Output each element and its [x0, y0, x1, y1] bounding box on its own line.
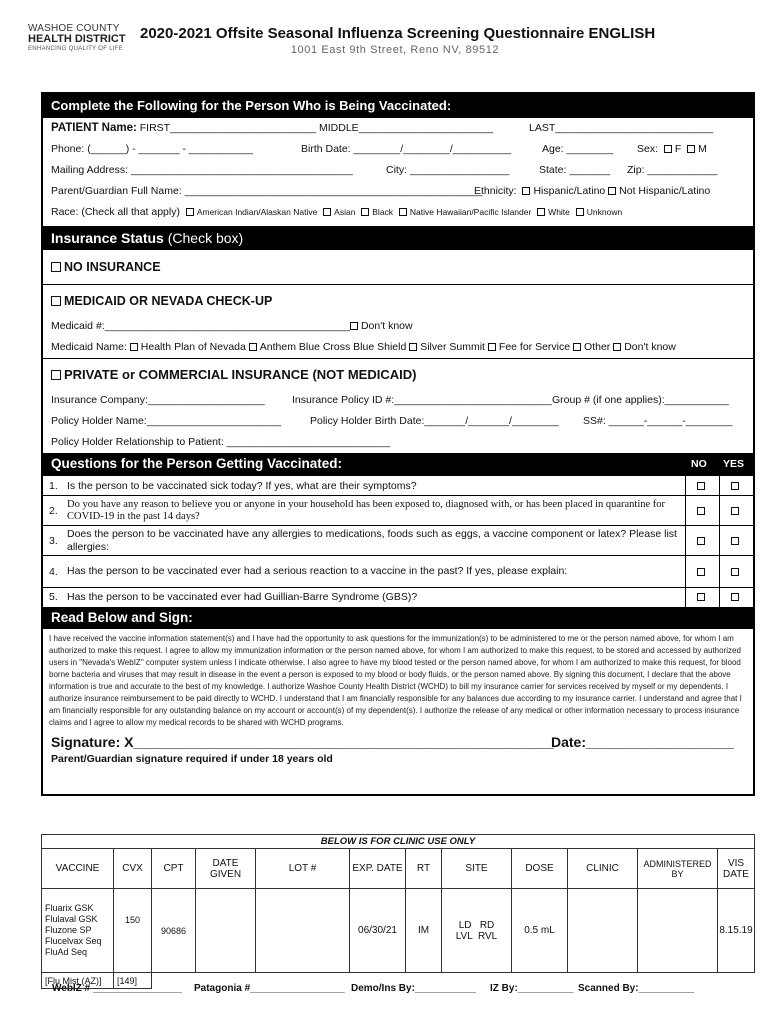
column-header: ADMINISTERED BY [638, 849, 718, 889]
question-no-checkbox[interactable] [697, 568, 705, 576]
question-row [43, 496, 753, 526]
question-no-checkbox[interactable] [697, 507, 705, 515]
column-header: DATE GIVEN [196, 849, 256, 889]
policy-holder-name-field[interactable]: Policy Holder Name:_______________________ [51, 415, 282, 427]
medicaid-plan-checkbox[interactable] [409, 343, 417, 351]
state-field[interactable]: State: _______ [539, 164, 611, 176]
route-cell: IM [406, 889, 442, 973]
exp-date-cell: 06/30/21 [350, 889, 406, 973]
sex-label: Sex: [637, 143, 659, 155]
race-option-label: American Indian/Alaskan Native [196, 207, 318, 217]
race-option [576, 207, 622, 217]
logo-line3: ENHANCING QUALITY OF LIFE [28, 46, 124, 52]
ssn-field[interactable]: SS#: ______-______-________ [583, 415, 733, 427]
medicaid-plan-checkbox[interactable] [488, 343, 496, 351]
question-text: Does the person to be vaccinated have any allergies to medications, foods such as eggs, a vaccine component or latex? Please list allergies: [63, 526, 685, 556]
age-field[interactable]: Age: ________ [542, 143, 614, 155]
private-insurance-label: PRIVATE or COMMERCIAL INSURANCE (NOT MEDICAID) [64, 367, 417, 382]
vaccine-name: Fluarix GSK [45, 903, 94, 913]
race-checkbox[interactable] [537, 208, 545, 216]
question-text: Has the person to be vaccinated ever had a serious reaction to a vaccine in the past? If yes, please explain: [63, 556, 685, 588]
document-address: 1001 East 9th Street, Reno NV, 89512 [290, 44, 500, 56]
demo-ins-field[interactable]: Demo/Ins By:___________ [351, 983, 477, 994]
guardian-row [43, 181, 753, 202]
medicaid-number-row [43, 316, 753, 337]
question-yes-cell [719, 556, 753, 588]
sex-m-checkbox[interactable] [687, 145, 695, 153]
vaccine-name: Flucelvax Seq [45, 936, 102, 946]
patient-name-label: PATIENT Name: [51, 122, 137, 134]
patagonia-field[interactable]: Patagonia #_________________ [194, 983, 345, 994]
question-no-checkbox[interactable] [697, 593, 705, 601]
no-insurance-option [43, 250, 753, 284]
medicaid-name-label: Medicaid Name: [51, 341, 127, 353]
medicaid-plan-label: Anthem Blue Cross Blue Shield [259, 341, 407, 353]
logo-line1: WASHOE COUNTY [28, 23, 120, 34]
vaccine-name: Fluzone SP [45, 925, 92, 935]
zip-field[interactable]: Zip: ____________ [627, 164, 718, 176]
no-insurance-label: NO INSURANCE [64, 260, 161, 274]
logo-line2: HEALTH DISTRICT [28, 33, 126, 45]
insurance-company-field[interactable]: Insurance Company:____________________ [51, 394, 265, 406]
last-name-field[interactable]: LAST___________________________ [529, 122, 713, 134]
race-option-label: Black [372, 207, 394, 217]
medicaid-plan-label: Other [584, 341, 611, 353]
medicaid-name-row [43, 337, 753, 358]
cpt-cell: 90686 [152, 889, 196, 973]
question-row [43, 556, 753, 588]
medicaid-plan-label: Silver Summit [420, 341, 485, 353]
screening-form [41, 92, 755, 796]
race-option-label: Asian [334, 207, 356, 217]
question-no-cell [685, 556, 719, 588]
middle-name-field[interactable]: MIDDLE_______________________ [319, 122, 493, 134]
question-row [43, 526, 753, 556]
medicaid-plan-checkbox[interactable] [249, 343, 257, 351]
race-checkbox[interactable] [576, 208, 584, 216]
vaccine-list-cell [42, 889, 114, 973]
question-no-checkbox[interactable] [697, 537, 705, 545]
medicaid-dont-know-checkbox[interactable] [350, 322, 358, 330]
question-yes-cell [719, 496, 753, 526]
question-yes-cell [719, 476, 753, 496]
column-header: DOSE [512, 849, 568, 889]
clinic-title-row [42, 835, 755, 849]
race-option [186, 207, 317, 217]
question-yes-checkbox[interactable] [731, 507, 739, 515]
question-no-checkbox[interactable] [697, 482, 705, 490]
lot-number-cell[interactable] [256, 889, 350, 973]
flu-mist-cvx: [149] [114, 973, 152, 989]
questions-heading-text: Questions for the Person Getting Vaccinated: [51, 456, 343, 471]
date-given-cell[interactable] [196, 889, 256, 973]
patient-section-heading: Complete the Following for the Person Who is Being Vaccinated: [43, 94, 753, 118]
document-title: 2020-2021 Offsite Seasonal Influenza Screening Questionnaire ENGLISH [140, 25, 656, 42]
vaccine-name: FluAd Seq [45, 947, 88, 957]
race-checkbox[interactable] [323, 208, 331, 216]
question-text: Is the person to be vaccinated sick today? If yes, what are their symptoms? [63, 476, 685, 496]
question-no-cell [685, 496, 719, 526]
race-option [399, 207, 531, 217]
phone-row [43, 139, 753, 160]
site-cell [442, 889, 512, 973]
question-yes-checkbox[interactable] [731, 568, 739, 576]
sex-f-checkbox[interactable] [664, 145, 672, 153]
sex-group [637, 139, 707, 160]
clinic-data-row [42, 889, 755, 973]
medicaid-number-field[interactable]: Medicaid #:__________________________________________ [51, 320, 350, 332]
medicaid-plan-label: Fee for Service [498, 341, 571, 353]
question-number: 5. [43, 588, 63, 607]
question-text: Do you have any reason to believe you or anyone in your household has been exposed to, diagnosed with, or has been placed in quarantine for COVID-19 in the past 14 days? [63, 496, 685, 526]
yes-column-header: YES [723, 458, 745, 470]
no-column-header: NO [691, 458, 707, 470]
question-number: 1. [43, 476, 63, 496]
race-option-label: White [548, 207, 570, 217]
ethnicity-hispanic-label: Hispanic/Latino [533, 185, 606, 197]
medicaid-option [43, 284, 753, 316]
relationship-field[interactable]: Policy Holder Relationship to Patient: ____________________________ [51, 436, 391, 448]
race-checkbox[interactable] [361, 208, 369, 216]
column-header: EXP. DATE [350, 849, 406, 889]
medicaid-plan-checkbox[interactable] [613, 343, 621, 351]
mailing-address-field[interactable]: Mailing Address: ______________________________________ [51, 164, 353, 176]
insurance-heading-text: Insurance Status [51, 230, 164, 246]
ethnicity-not-hispanic-label: Not Hispanic/Latino [619, 185, 711, 197]
race-option [361, 207, 393, 217]
consent-section-heading: Read Below and Sign: [43, 607, 753, 629]
vaccine-name: Flulaval GSK [45, 914, 98, 924]
guardian-signature-note: Parent/Guardian signature required if under 18 years old [51, 753, 333, 766]
race-option [323, 207, 355, 217]
column-header: RT [406, 849, 442, 889]
insurance-company-row [43, 390, 753, 411]
phone-field[interactable]: Phone: (______) - _______ - ___________ [51, 143, 254, 155]
race-label: Race: (Check all that apply) [51, 206, 180, 218]
private-insurance-option [43, 358, 753, 390]
ethnicity-group [474, 181, 710, 202]
question-number: 3. [43, 526, 63, 556]
question-row [43, 476, 753, 496]
signature-date-field[interactable]: Date:___________________ [551, 734, 734, 751]
column-header: SITE [442, 849, 512, 889]
question-yes-cell [719, 588, 753, 607]
first-name-field[interactable]: FIRST_________________________ [139, 122, 317, 134]
sex-m-label: M [698, 143, 707, 155]
clinic-title: BELOW IS FOR CLINIC USE ONLY [42, 835, 755, 849]
column-header: CPT [152, 849, 196, 889]
medicaid-plan-label: Health Plan of Nevada [140, 341, 246, 353]
question-no-cell [685, 476, 719, 496]
race-option-label: Native Hawaiian/Pacific Islander [409, 207, 532, 217]
city-field[interactable]: City: _________________ [386, 164, 510, 176]
clinic-use-table [41, 834, 755, 989]
questions-table [43, 475, 753, 607]
question-yes-checkbox[interactable] [731, 482, 739, 490]
insurance-heading-note: (Check box) [167, 230, 244, 246]
questions-section-heading [43, 453, 753, 475]
medicaid-plan-label: Don't know [624, 341, 676, 353]
question-no-cell [685, 588, 719, 607]
question-number: 4. [43, 556, 63, 588]
cvx-cell: 150 [114, 889, 152, 973]
vis-date-cell: 8.15.19 [718, 889, 755, 973]
scanned-by-field[interactable]: Scanned By:__________ [578, 983, 695, 994]
no-insurance-checkbox[interactable] [51, 262, 61, 272]
ethnicity-hispanic-checkbox[interactable] [522, 187, 530, 195]
column-header: CLINIC [568, 849, 638, 889]
flu-mist-vaccine: [Flu Mist (AZ)] [42, 973, 114, 989]
site-line: LD RD [458, 919, 495, 931]
question-row [43, 588, 753, 607]
clinic-header-row [42, 849, 755, 889]
medicaid-checkbox[interactable] [51, 296, 61, 306]
site-line: LVL RVL [455, 930, 498, 942]
race-option-label: Unknown [586, 207, 623, 217]
administered-by-cell[interactable] [638, 889, 718, 973]
insurance-section-heading [43, 226, 753, 250]
group-number-field[interactable]: Group # (if one applies):___________ [552, 394, 729, 406]
race-checkbox[interactable] [399, 208, 407, 216]
dose-cell: 0.5 mL [512, 889, 568, 973]
question-yes-cell [719, 526, 753, 556]
policy-id-field[interactable]: Insurance Policy ID #:___________________________ [292, 394, 552, 406]
medicaid-plan-checkbox[interactable] [573, 343, 581, 351]
sex-f-label: F [674, 143, 682, 155]
policy-holder-dob-field[interactable]: Policy Holder Birth Date:_______/_______/________ [310, 415, 559, 427]
guardian-name-field[interactable]: Parent/Guardian Full Name: ___________________________________________________ [51, 185, 483, 197]
webiz-field[interactable]: WebIZ # ________________ [52, 983, 182, 994]
relationship-row [43, 432, 753, 453]
signature-field[interactable]: Signature: X______________________________________________________ [51, 734, 554, 751]
policy-holder-row [43, 411, 753, 432]
consent-text: I have received the vaccine information statement(s) and I have had the opportunity to ask questions for the immunization(s) to be administered to me or the person named above, for whom I am authorized to make this request. I agree to allow my immunization information or the person named above, for whom I am authorized to make this request, to be stored and accessed by authorized users in "Nevada's WebIZ" computer system unless I indicate otherwise. I also agree to have my blood tested or the person named above, for whom I am authorized to make this request, for blood borne bacteria and viruses that may result in disease in the event a person is exposed to my blood or body fluids, or the person named above. By signing this document, I declare that the above information is true and accurate to the best of my knowledge. I authorize Washoe County Health District (WCHD) to bill my insurance carrier for services received by myself or my dependents. I authorize insurance reimbursement to be paid directly to WCHD. I understand that I am financially responsible for any balances due according to my insurance carrier. I understand and agree that I am financially responsible for any outstanding balance on my account or account(s) of my dependent(s). I authorize the release of any medical or other information necessary to process insurance claims and I agree to allow my medical records to be shared with WCHD programs. [49, 633, 742, 728]
private-insurance-checkbox[interactable] [51, 370, 61, 380]
medicaid-label: MEDICAID OR NEVADA CHECK-UP [64, 294, 273, 308]
ethnicity-label: Ethnicity: [474, 185, 517, 197]
question-yes-checkbox[interactable] [731, 593, 739, 601]
column-header: VACCINE [42, 849, 114, 889]
iz-by-field[interactable]: IZ By:__________ [490, 983, 574, 994]
question-no-cell [685, 526, 719, 556]
signature-row [43, 731, 753, 753]
race-option [537, 207, 570, 217]
medicaid-dont-know-label: Don't know [360, 320, 413, 332]
birth-date-field[interactable]: Birth Date: ________/________/__________ [301, 143, 512, 155]
address-row [43, 160, 753, 181]
race-row [43, 202, 753, 223]
medicaid-plan-checkbox[interactable] [130, 343, 138, 351]
column-header: LOT # [256, 849, 350, 889]
clinic-cell[interactable] [568, 889, 638, 973]
question-yes-checkbox[interactable] [731, 537, 739, 545]
race-checkbox[interactable] [186, 208, 194, 216]
ethnicity-not-hispanic-checkbox[interactable] [608, 187, 616, 195]
question-number: 2. [43, 496, 63, 526]
column-header: VIS DATE [718, 849, 755, 889]
question-text: Has the person to be vaccinated ever had Guillian-Barre Syndrome (GBS)? [63, 588, 685, 607]
patient-name-row [43, 118, 753, 139]
column-header: CVX [114, 849, 152, 889]
